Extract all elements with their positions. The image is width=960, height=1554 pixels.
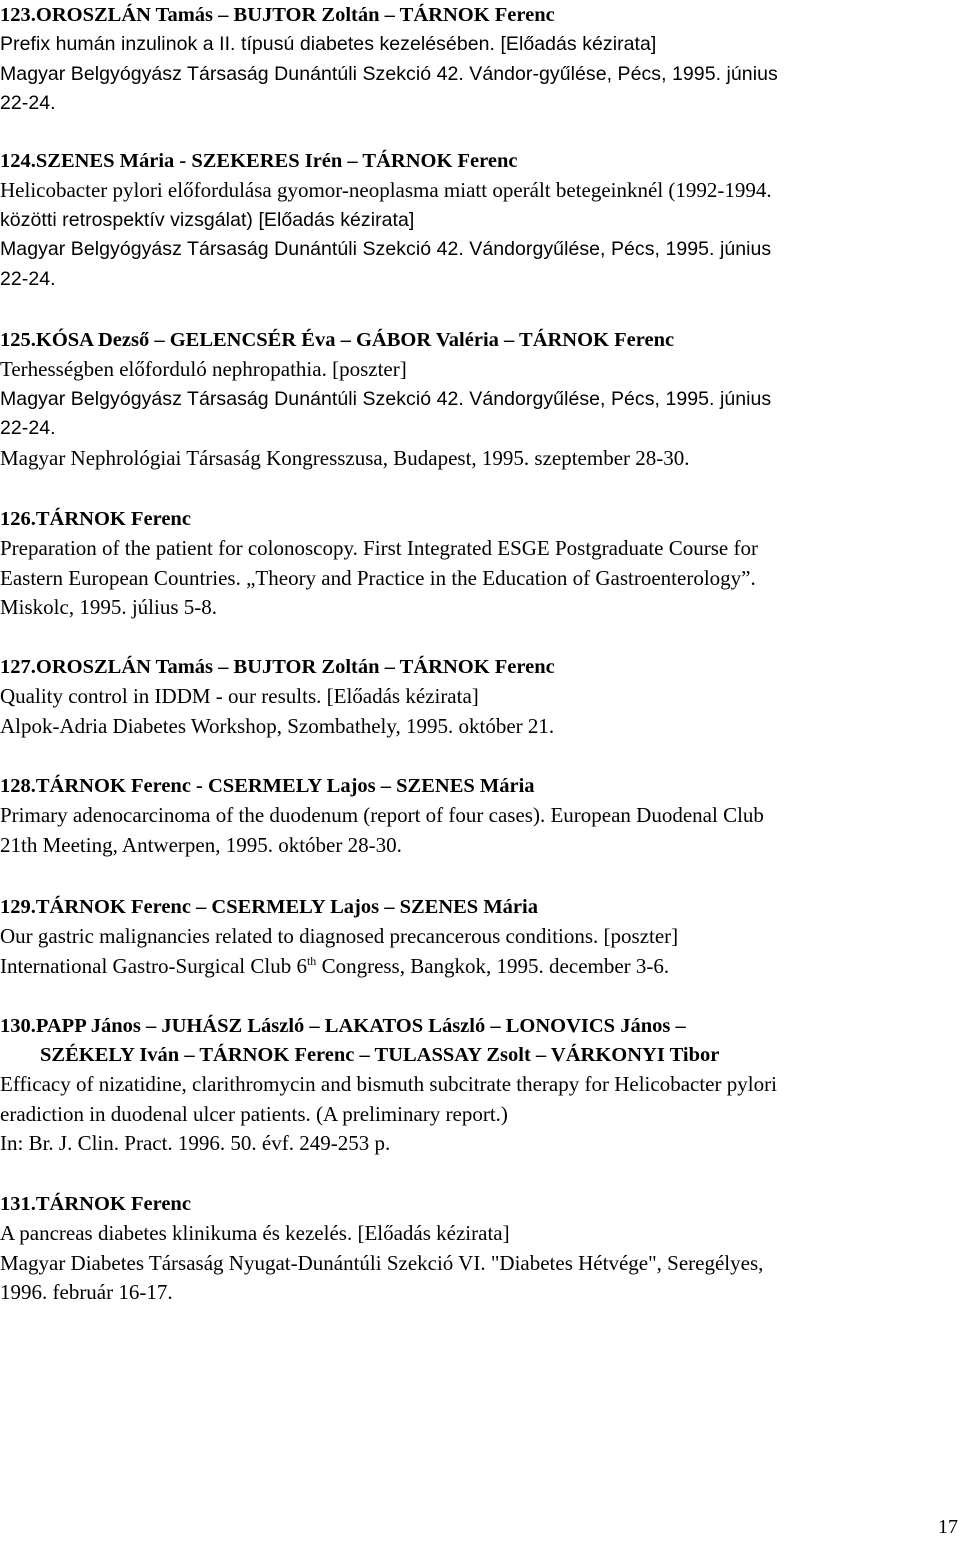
entry-authors: KÓSA Dezső – GELENCSÉR Éva – GÁBOR Valéria – TÁRNOK Ferenc (35, 329, 675, 351)
entry-title-cont: közötti retrospektív vizsgálat) [Előadás kézirata] (0, 208, 415, 231)
entry-authors: OROSZLÁN Tamás – BUJTOR Zoltán – TÁRNOK Ferenc (35, 4, 555, 26)
entry-number: 126. (0, 508, 36, 530)
entry-venue: In: Br. J. Clin. Pract. 1996. 50. évf. 249-253 p. (0, 1131, 391, 1155)
entry-title: Preparation of the patient for colonoscopy. First Integrated ESGE Postgraduate Course for (0, 536, 758, 560)
entry-heading (0, 1190, 955, 1219)
entry-authors: OROSZLÁN Tamás – BUJTOR Zoltán – TÁRNOK Ferenc (35, 656, 555, 678)
entry-130 (0, 1012, 955, 1159)
entry-venue: Miskolc, 1995. július 5-8. (0, 595, 218, 619)
page-number: 17 (938, 1516, 958, 1538)
entry-heading (0, 505, 955, 534)
entry-venue-cont: 22-24. (0, 92, 56, 114)
entry-title: Primary adenocarcinoma of the duodenum (report of four cases). European Duodenal Club (0, 803, 764, 827)
entry-title-cont: Eastern European Countries. „Theory and Practice in the Education of Gastroenterology”. (0, 565, 756, 590)
entry-number: 128. (0, 775, 36, 797)
entry-heading (0, 653, 955, 682)
entry-heading (0, 1012, 955, 1041)
entry-number: 127. (0, 656, 36, 678)
entry-heading (0, 772, 955, 801)
entry-number: 131. (0, 1193, 36, 1215)
entry-authors: TÁRNOK Ferenc - CSERMELY Lajos – SZENES Mária (35, 775, 535, 797)
entry-number: 124. (0, 150, 36, 172)
entry-number: 125. (0, 329, 36, 351)
entry-125 (0, 326, 955, 473)
entry-venue: Alpok-Adria Diabetes Workshop, Szombathely, 1995. október 21. (0, 713, 555, 738)
entry-129 (0, 893, 955, 981)
ordinal-suffix: th (306, 953, 317, 968)
entry-authors: TÁRNOK Ferenc (35, 1193, 191, 1215)
entry-123 (0, 1, 955, 119)
entry-venue: Magyar Belgyógyász Társaság Dunántúli Szekció 42. Vándorgyűlése, Pécs, 1995. június (0, 238, 772, 260)
entry-title: Our gastric malignancies related to diagnosed precancerous conditions. [poszter] (0, 924, 679, 948)
entry-title: A pancreas diabetes klinikuma és kezelés. [Előadás kézirata] (0, 1221, 510, 1245)
entry-number: 129. (0, 896, 36, 918)
entry-venue (0, 952, 955, 982)
entry-title: Terhességben előforduló nephropathia. [poszter] (0, 357, 407, 381)
entry-authors-cont: SZÉKELY Iván – TÁRNOK Ferenc – TULASSAY Zsolt – VÁRKONYI Tibor (40, 1044, 720, 1066)
entry-authors: PAPP János – JUHÁSZ László – LAKATOS László – LONOVICS János – (35, 1015, 686, 1037)
entry-heading (0, 1, 955, 30)
entry-venue-cont: 22-24. (0, 267, 56, 290)
entry-title: Helicobacter pylori előfordulása gyomor-neoplasma miatt operált betegeinknél (1992-1994. (0, 178, 772, 202)
entry-number: 123. (0, 4, 36, 26)
entry-venue-cont: 22-24. (0, 417, 56, 439)
entry-heading-cont (0, 1041, 955, 1070)
entry-131 (0, 1190, 955, 1308)
entry-number: 130. (0, 1015, 36, 1037)
entry-heading (0, 326, 955, 355)
entry-venue: Magyar Diabetes Társaság Nyugat-Dunántúli Szekció VI. "Diabetes Hétvége", Seregélyes, (0, 1250, 764, 1275)
entry-venue-2: Magyar Nephrológiai Társaság Kongresszusa, Budapest, 1995. szeptember 28-30. (0, 445, 690, 470)
entry-authors: SZENES Mária - SZEKERES Irén – TÁRNOK Ferenc (35, 150, 518, 172)
entry-126 (0, 505, 955, 623)
entry-venue: Magyar Belgyógyász Társaság Dunántúli Szekció 42. Vándorgyűlése, Pécs, 1995. június (0, 387, 772, 410)
entry-title: Quality control in IDDM - our results. [Előadás kézirata] (0, 684, 479, 708)
entry-authors: TÁRNOK Ferenc – CSERMELY Lajos – SZENES Mária (35, 896, 538, 918)
entry-venue-text-cont: Congress, Bangkok, 1995. december 3-6. (316, 953, 670, 978)
entry-heading (0, 893, 955, 922)
entry-venue: Magyar Belgyógyász Társaság Dunántúli Szekció 42. Vándor-gyűlése, Pécs, 1995. június (0, 62, 778, 85)
entry-authors: TÁRNOK Ferenc (35, 508, 191, 530)
entry-128 (0, 772, 955, 860)
entry-venue-text: International Gastro-Surgical Club 6 (0, 953, 307, 978)
entry-title: Prefix humán inzulinok a II. típusú diabetes kezelésében. [Előadás kézirata] (0, 33, 657, 55)
entry-title: Efficacy of nizatidine, clarithromycin and bismuth subcitrate therapy for Helicobacter pylori (0, 1072, 777, 1096)
entry-venue-cont: 1996. február 16-17. (0, 1280, 173, 1304)
entry-heading (0, 147, 955, 176)
entry-venue: 21th Meeting, Antwerpen, 1995. október 28-30. (0, 832, 402, 857)
entry-124 (0, 147, 955, 294)
entry-title-cont: eradiction in duodenal ulcer patients. (A preliminary report.) (0, 1101, 508, 1126)
entry-127 (0, 653, 955, 741)
